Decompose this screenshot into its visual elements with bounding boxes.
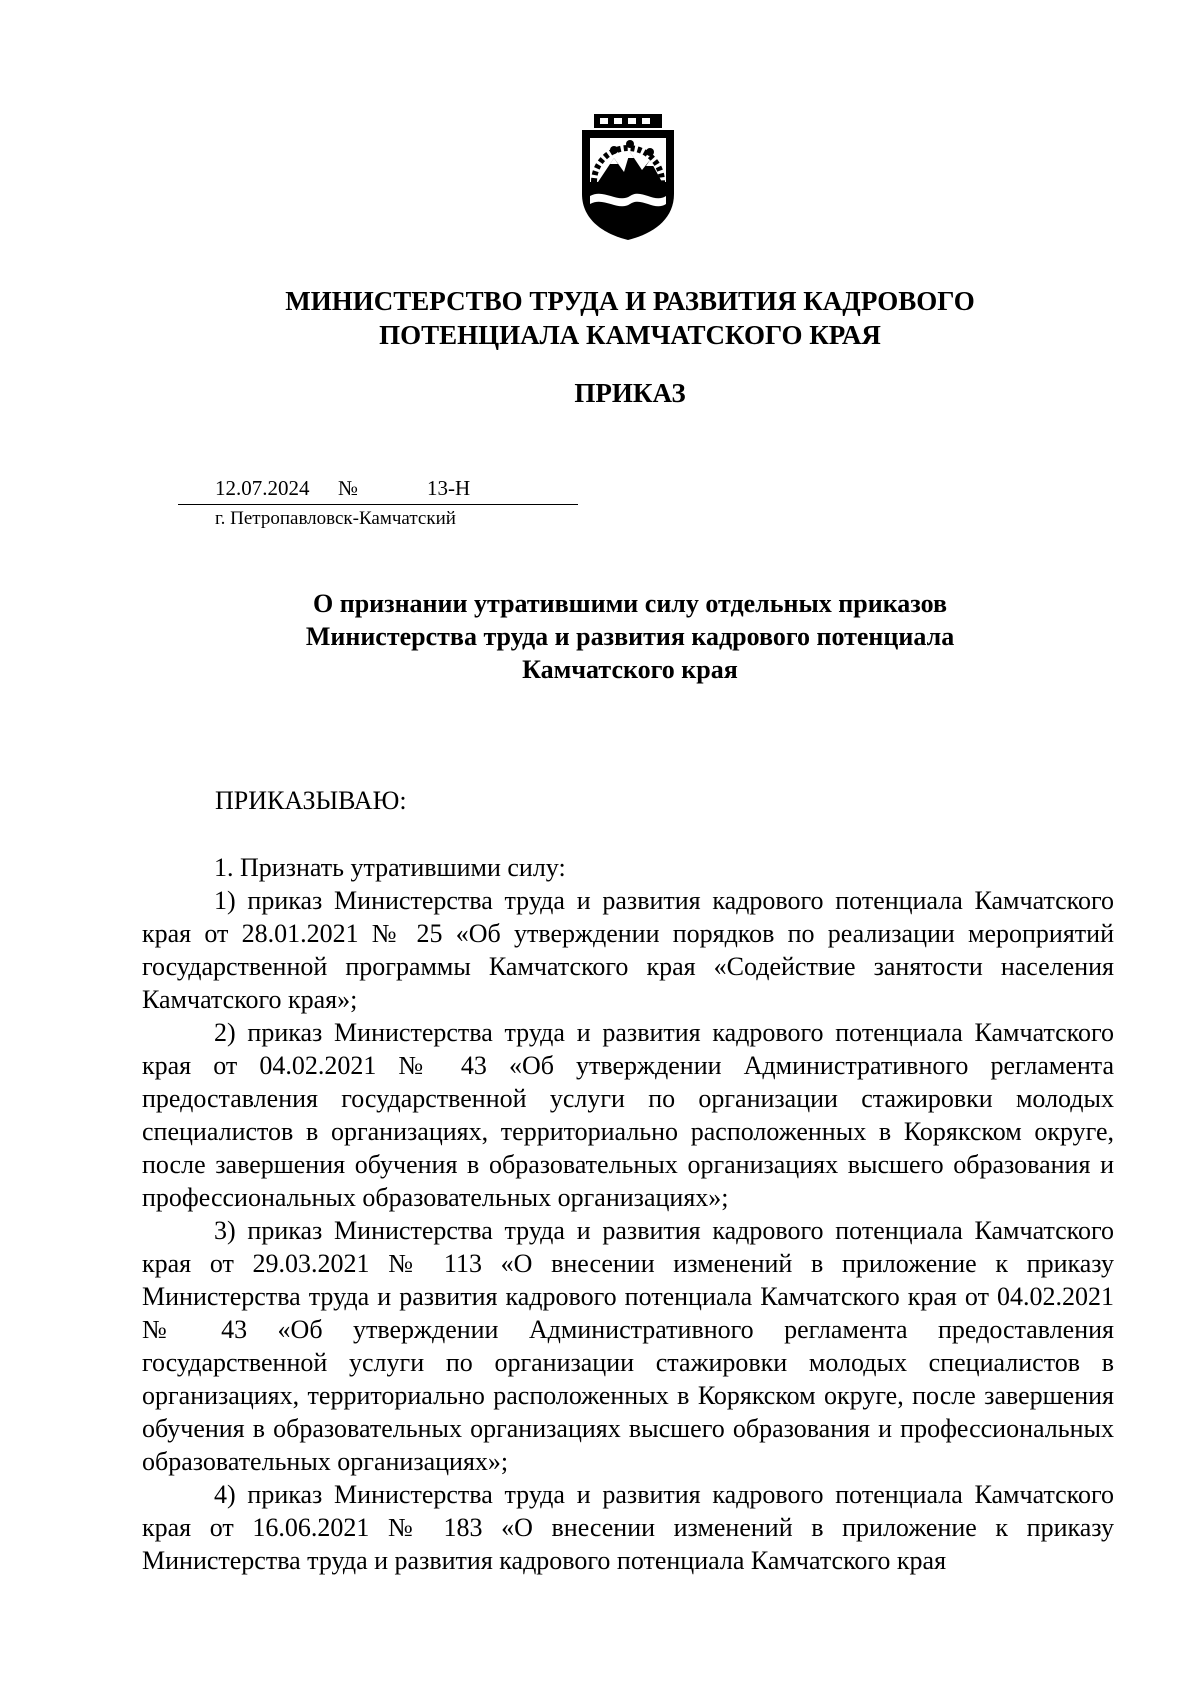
order-word: ПРИКАЗЫВАЮ: xyxy=(215,786,407,815)
body-paragraph: 1) приказ Министерства труда и развития кадрового потенциала Камчатского края от 28.01.2021 № 25 «Об утверждении порядков по реализации мероприятий государственной программы Камчатского края «Содействие занятости населения Камчатского края»; xyxy=(142,886,1114,1014)
city: г. Петропавловск-Камчатский xyxy=(215,508,456,529)
order-subject xyxy=(150,587,1110,686)
subject-line-2: Министерства труда и развития кадрового потенциала xyxy=(305,622,955,651)
body-paragraph: 2) приказ Министерства труда и развития кадрового потенциала Камчатского края от 04.02.2021 № 43 «Об утверждении Административного регламента предоставления государственной услуги по организации стажировки молодых специалистов в организациях, территориально расположенных в Корякском округе, после завершения обучения в образовательных организациях высшего образования и профессиональных образовательных организациях»; xyxy=(142,1018,1114,1212)
ministry-name xyxy=(150,284,1110,352)
coat-of-arms-icon xyxy=(574,112,682,242)
document-type: ПРИКАЗ xyxy=(574,378,686,408)
body-paragraph: 3) приказ Министерства труда и развития кадрового потенциала Камчатского края от 29.03.2021 № 113 «О внесении изменений в приложение к приказу Министерства труда и развития кадрового потенциала Камчатского края от 04.02.2021 № 43 «Об утверждении Административного регламента предоставления государственной услуги по организации стажировки молодых специалистов в организациях, территориально расположенных в Корякском округе, после завершения обучения в образовательных организациях высшего образования и профессиональных образовательных организациях»; xyxy=(142,1216,1114,1476)
subject-line-3: Камчатского края xyxy=(522,655,738,684)
number-sign: № xyxy=(338,476,359,500)
registration-line xyxy=(178,474,578,505)
body-paragraph: 1. Признать утратившими силу: xyxy=(214,853,566,882)
order-date: 12.07.2024 xyxy=(215,476,310,500)
body-paragraph: 4) приказ Министерства труда и развития кадрового потенциала Камчатского края от 16.06.2021 № 183 «О внесении изменений в приложение к приказу Министерства труда и развития кадрового потенциала Камчатского края xyxy=(142,1480,1114,1575)
order-body xyxy=(142,851,1114,1577)
ministry-line-1: МИНИСТЕРСТВО ТРУДА И РАЗВИТИЯ КАДРОВОГО xyxy=(285,286,975,316)
subject-line-1: О признании утратившими силу отдельных приказов xyxy=(312,589,947,618)
order-number: 13-Н xyxy=(427,476,471,500)
ministry-line-2: ПОТЕНЦИАЛА КАМЧАТСКОГО КРАЯ xyxy=(379,320,881,350)
